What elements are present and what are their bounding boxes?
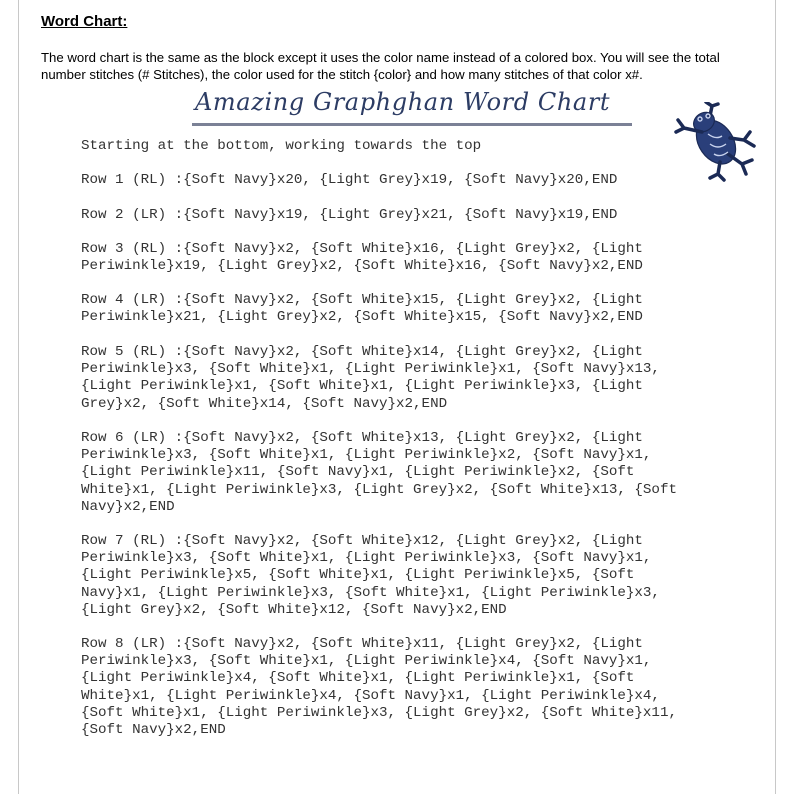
row-line: Periwinkle}x3, {Soft White}x1, {Light Periwinkle}x2, {Soft Navy}x1, xyxy=(81,447,652,464)
row-line: Row 7 (RL) :{Soft Navy}x2, {Soft White}x12, {Light Grey}x2, {Light xyxy=(81,533,643,549)
row-line: Periwinkle}x21, {Light Grey}x2, {Soft White}x15, {Soft Navy}x2,END xyxy=(81,309,643,326)
row-line: Grey}x2, {Soft White}x14, {Soft Navy}x2,END xyxy=(81,395,448,412)
row-4-instructions xyxy=(81,292,643,326)
row-line: White}x1, {Light Periwinkle}x3, {Light Grey}x2, {Soft White}x13, {Soft xyxy=(81,481,677,498)
row-line: Periwinkle}x3, {Soft White}x1, {Light Periwinkle}x4, {Soft Navy}x1, xyxy=(81,653,652,670)
row-line: White}x1, {Light Periwinkle}x4, {Soft Navy}x1, {Light Periwinkle}x4, xyxy=(81,687,660,704)
row-6-instructions xyxy=(81,430,677,516)
row-line: Row 2 (LR) :{Soft Navy}x19, {Light Grey}x21, {Soft Navy}x19,END xyxy=(81,207,618,223)
row-line: {Light Grey}x2, {Soft White}x12, {Soft Navy}x2,END xyxy=(81,601,507,618)
row-line: Periwinkle}x19, {Light Grey}x2, {Soft White}x16, {Soft Navy}x2,END xyxy=(81,258,643,275)
row-line: Row 8 (LR) :{Soft Navy}x2, {Soft White}x11, {Light Grey}x2, {Light xyxy=(81,636,643,652)
frog-icon xyxy=(672,102,758,182)
row-line: {Soft Navy}x2,END xyxy=(81,722,226,739)
row-8-instructions xyxy=(81,636,677,739)
row-line: {Soft White}x1, {Light Periwinkle}x3, {Light Grey}x2, {Soft White}x11, xyxy=(81,704,677,721)
row-1-instructions xyxy=(81,172,617,189)
section-heading: Word Chart: xyxy=(41,13,128,30)
row-3-instructions xyxy=(81,241,643,275)
row-line: {Light Periwinkle}x5, {Soft White}x1, {Light Periwinkle}x5, {Soft xyxy=(81,567,635,584)
row-line: Periwinkle}x3, {Soft White}x1, {Light Periwinkle}x1, {Soft Navy}x13, xyxy=(81,361,660,378)
row-line: Periwinkle}x3, {Soft White}x1, {Light Periwinkle}x3, {Soft Navy}x1, xyxy=(81,550,652,567)
intro-paragraph: The word chart is the same as the block except it uses the color name instead of a colored box. You will see the total number stitches (# Stitches), the color used for the stitch {color} and how many stitches of that color x#. xyxy=(41,50,720,82)
row-line: Navy}x2,END xyxy=(81,498,175,515)
row-line: Row 1 (RL) :{Soft Navy}x20, {Light Grey}x19, {Soft Navy}x20,END xyxy=(81,172,618,188)
row-line: Row 6 (LR) :{Soft Navy}x2, {Soft White}x13, {Light Grey}x2, {Light xyxy=(81,430,643,446)
row-5-instructions xyxy=(81,344,660,413)
title-underline xyxy=(192,123,632,126)
row-line: Row 3 (RL) :{Soft Navy}x2, {Soft White}x16, {Light Grey}x2, {Light xyxy=(81,241,643,257)
chart-title: Amazing Graphghan Word Chart xyxy=(195,88,611,116)
row-2-instructions xyxy=(81,207,617,224)
row-line: Navy}x1, {Light Periwinkle}x3, {Soft White}x1, {Light Periwinkle}x3, xyxy=(81,584,660,601)
row-7-instructions xyxy=(81,533,660,619)
row-line: Row 4 (LR) :{Soft Navy}x2, {Soft White}x15, {Light Grey}x2, {Light xyxy=(81,292,643,308)
row-line: Row 5 (RL) :{Soft Navy}x2, {Soft White}x14, {Light Grey}x2, {Light xyxy=(81,344,643,360)
instruction-text: Starting at the bottom, working towards the top xyxy=(81,138,482,154)
row-line: {Light Periwinkle}x1, {Soft White}x1, {Light Periwinkle}x3, {Light xyxy=(81,378,643,395)
row-line: {Light Periwinkle}x4, {Soft White}x1, {Light Periwinkle}x1, {Soft xyxy=(81,670,635,687)
row-line: {Light Periwinkle}x11, {Soft Navy}x1, {Light Periwinkle}x2, {Soft xyxy=(81,464,635,481)
